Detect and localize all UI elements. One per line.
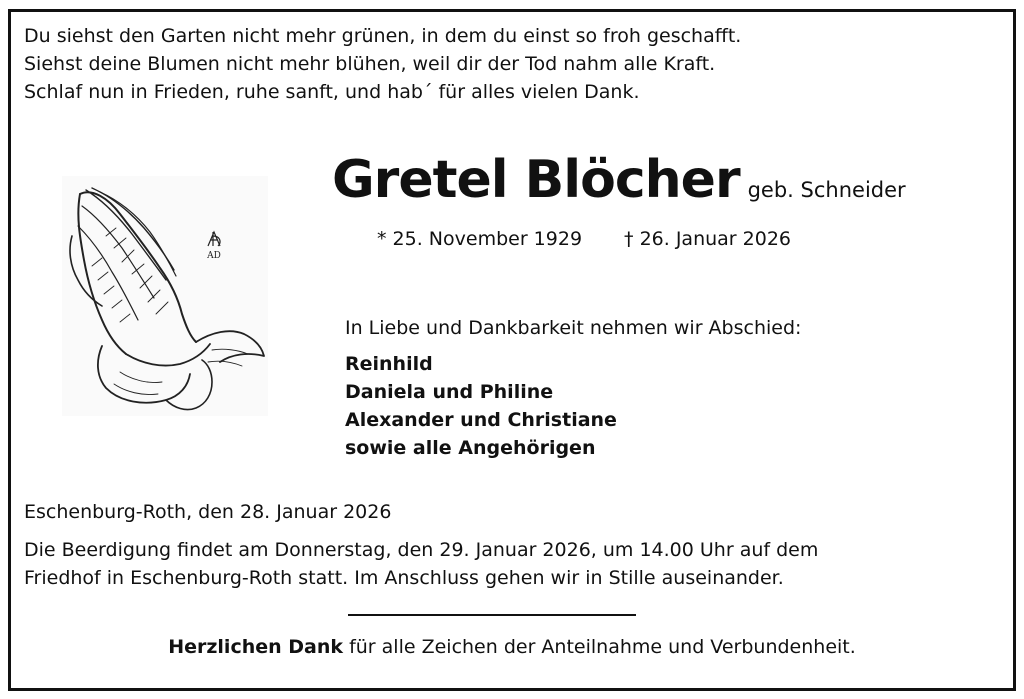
deceased-name: Gretel Blöcher (332, 150, 740, 210)
mourner-name: Reinhild (345, 353, 433, 375)
birth-date: * 25. November 1929 (377, 228, 583, 250)
mourner-name: sowie alle Angehörigen (345, 437, 596, 459)
funeral-info (24, 536, 818, 592)
poem-line: Du siehst den Garten nicht mehr grünen, in dem du einst so froh geschafft. (24, 25, 742, 47)
mourner-name: Daniela und Philine (345, 381, 554, 403)
thanks-line (0, 636, 1024, 658)
poem (24, 22, 741, 106)
death-date: † 26. Januar 2026 (624, 228, 792, 250)
monogram-text: AD (207, 251, 221, 261)
poem-line: Siehst deine Blumen nicht mehr blühen, weil dir der Tod nahm alle Kraft. (24, 53, 716, 75)
divider-line (348, 614, 636, 616)
deceased-name-row (332, 148, 906, 212)
farewell-intro: In Liebe und Dankbarkeit nehmen wir Abschied: (345, 317, 802, 339)
mourner-name: Alexander und Christiane (345, 409, 617, 431)
mourner-list (345, 350, 617, 462)
life-dates (377, 228, 791, 250)
maiden-name: geb. Schneider (747, 178, 906, 202)
place-date: Eschenburg-Roth, den 28. Januar 2026 (24, 501, 392, 523)
praying-hands-icon (62, 176, 268, 416)
funeral-line: Friedhof in Eschenburg-Roth statt. Im Anschluss gehen wir in Stille auseinander. (24, 567, 784, 589)
thanks-bold: Herzlichen Dank (168, 636, 344, 658)
thanks-text: für alle Zeichen der Anteilnahme und Verbundenheit. (343, 636, 856, 658)
monogram-icon (206, 232, 221, 261)
funeral-line: Die Beerdigung findet am Donnerstag, den 29. Januar 2026, um 14.00 Uhr auf dem (24, 539, 819, 561)
poem-line: Schlaf nun in Frieden, ruhe sanft, und hab´ für alles vielen Dank. (24, 81, 640, 103)
